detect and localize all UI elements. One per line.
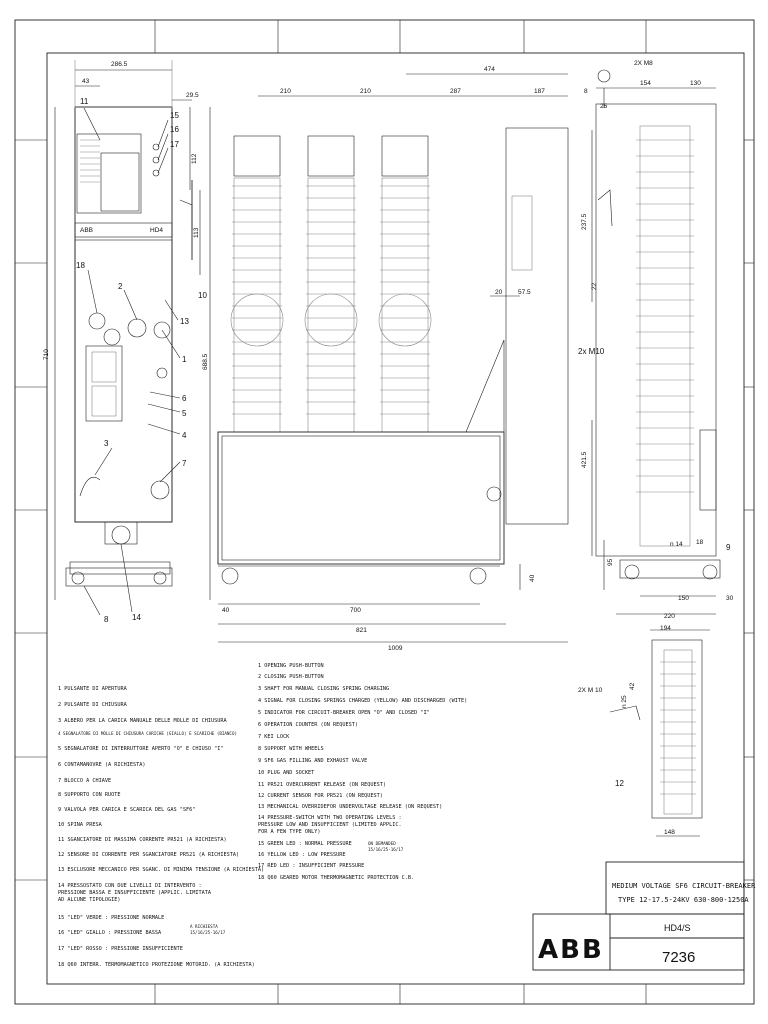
legend-it-5: 5 SEGNALATORE DI INTERRUTTORE APERTO "O" E CHIUSO "I": [58, 746, 224, 752]
legend-en-17: 17 RED LED : INSUFFICIENT PRESSURE: [258, 863, 365, 869]
legend-en-5: 5 INDICATOR FOR CIRCUIT-BREAKER OPEN "O" AND CLOSED "I": [258, 710, 430, 716]
legend-en-14: 14 PRESSURE-SWITCH WITH TWO OPERATING LEVELS :: [258, 815, 402, 821]
legend-it-1: 1 PULSANTE DI APERTURA: [58, 686, 127, 692]
legend-en-15: 15 GREEN LED : NORMAL PRESSURE: [258, 841, 352, 847]
dim-rv-421: 421.5: [581, 451, 588, 468]
legend-en-8: 8 SUPPORT WITH WHEELS: [258, 746, 324, 752]
callout-3: 3: [104, 439, 109, 448]
title-line-1: MEDIUM VOLTAGE SF6 CIRCUIT-BREAKER: [612, 882, 756, 890]
legend-it-16: 16 "LED" GIALLO : PRESSIONE BASSA: [58, 930, 162, 936]
callout-16: 16: [170, 125, 179, 134]
dim-sm-42: 42: [629, 682, 636, 690]
callout-10: 10: [198, 291, 207, 300]
drawing-number: 7236: [662, 949, 696, 966]
dim-front-h3: 688.5: [202, 353, 209, 370]
legend-en-4: 4 SIGNAL FOR CLOSING SPRINGS CHARGED (YELLOW) AND DISCHARGED (WITE): [258, 698, 468, 704]
legend-en-14b: PRESSURE LOW AND INSUFFICIENT (LIMITED APPLIC.: [258, 822, 402, 828]
dim-rv-22: 22: [591, 282, 598, 290]
legend-en-9: 9 SF6 GAS FILLING AND EXHAUST VALVE: [258, 758, 368, 764]
dim-rv-18: 18: [696, 539, 704, 546]
legend-it-14c: AD ALCUNE TIPOLOGIE): [58, 897, 121, 903]
dim-side-40a: 40: [222, 607, 230, 614]
title-block: [533, 862, 756, 970]
dim-rv-14: n 14: [670, 541, 683, 548]
dim-rv-150: 150: [678, 595, 689, 602]
legend-en-3: 3 SHAFT FOR MANUAL CLOSING SPRING CHARGING: [258, 686, 390, 692]
small-view: [578, 640, 702, 836]
legend-it-11: 11 SGANCIATORE DI MASSIMA CORRENTE PR521 (A RICHIESTA): [58, 837, 227, 843]
callout-15: 15: [170, 111, 179, 120]
callout-17: 17: [170, 140, 179, 149]
dim-sm-25: n 25: [621, 695, 628, 708]
legend-italian: [58, 686, 264, 968]
dim-rv-220: 220: [664, 613, 675, 620]
dim-rv-154: 154: [640, 80, 651, 87]
callout-6: 6: [182, 394, 187, 403]
dim-rv-2xm10: 2x M10: [578, 347, 605, 356]
front-hd4-label: HD4: [150, 227, 164, 234]
callout-13: 13: [180, 317, 189, 326]
legend-en-12: 12 CURRENT SENSOR FOR PR521 (ON REQUEST): [258, 793, 383, 799]
callout-11: 11: [80, 97, 89, 106]
dim-side-57: 57.5: [518, 289, 531, 296]
dim-front-h1: 112: [191, 153, 198, 164]
dim-side-1009: 1009: [388, 645, 403, 652]
legend-en-11: 11 PR521 OVERCURRENT RELEASE (ON REQUEST): [258, 782, 387, 788]
dim-rv-95: 95: [607, 558, 614, 566]
legend-it-note-1: A RICHIESTA: [190, 924, 218, 929]
dim-rv-2xm8: 2X M8: [634, 60, 653, 67]
model-number: HD4/S: [664, 923, 691, 933]
relay-grille: [80, 140, 100, 182]
dim-side-c: 8: [584, 88, 588, 95]
legend-it-13: 13 ESCLUSORE MECCANICO PER SGANC. DI MINIMA TENSIONE (A RICHIESTA): [58, 867, 265, 873]
legend-en-13: 13 MECHANICAL OVERRIDEFOR UNDERVOLTAGE RELEASE (ON REQUEST): [258, 804, 443, 810]
dim-rv-26: 26: [600, 103, 608, 110]
legend-en-2: 2 CLOSING PUSH-BUTTON: [258, 674, 324, 680]
legend-it-8: 8 SUPPORTO CON RUOTE: [58, 792, 121, 798]
legend-it-14: 14 PRESSOSTATO CON DUE LIVELLI DI INTERVENTO :: [58, 883, 202, 889]
legend-it-18: 18 Q60 INTERR. TERMOMAGNETICO PROTEZIONE MOTORID. (A RICHIESTA): [58, 962, 255, 968]
callout-4: 4: [182, 431, 187, 440]
dim-front-right: 29.5: [186, 92, 199, 99]
callout-8: 8: [104, 615, 109, 624]
callout-7: 7: [182, 459, 187, 468]
legend-it-note-2: 15/16/25-16/17: [190, 930, 226, 935]
pole-2: [305, 136, 357, 432]
legend-it-6: 6 CONTAMANOVRE (A RICHIESTA): [58, 762, 146, 768]
right-view: [578, 60, 734, 632]
abb-logo: ABB: [538, 935, 604, 965]
dim-front-left: 43: [82, 78, 90, 85]
dim-side-a: 287: [450, 88, 461, 95]
dim-pole-pitch-2: 210: [360, 88, 371, 95]
legend-english: [258, 663, 467, 881]
dim-front-h2: 113: [193, 227, 200, 238]
legend-it-17: 17 "LED" ROSSO : PRESSIONE INSUFFICIENTE: [58, 946, 183, 952]
legend-en-14c: FOR A FEW TYPE ONLY): [258, 829, 321, 835]
legend-en-1: 1 OPENING PUSH-BUTTON: [258, 663, 324, 669]
legend-en-10: 10 PLUG AND SOCKET: [258, 770, 315, 776]
legend-en-note-2: 15/16/25-16/17: [368, 847, 404, 852]
dim-rv-30: 30: [726, 595, 734, 602]
callout-5: 5: [182, 409, 187, 418]
front-abb-label: ABB: [80, 227, 94, 234]
title-line-2: TYPE 12-17.5-24KV 630-800-1250A: [618, 896, 749, 904]
callout-14: 14: [132, 613, 141, 622]
legend-it-12: 12 SENSORE DI CORRENTE PER SGANCIATORE PR521 (A RICHIESTA): [58, 852, 240, 858]
dim-rv-194: 194: [660, 625, 671, 632]
legend-en-7: 7 KEI LOCK: [258, 734, 290, 740]
legend-it-7: 7 BLOCCO A CHIAVE: [58, 778, 112, 784]
pole-1: [231, 136, 283, 432]
dim-rv-130: 130: [690, 80, 701, 87]
dim-front-width: 286.5: [111, 61, 128, 68]
dim-sm-12: 12: [615, 779, 624, 788]
legend-en-18: 18 Q60 GEARED MOTOR THERMOMAGNETIC PROTECTION C.B.: [258, 875, 415, 881]
legend-it-10: 10 SPINA PRESA: [58, 822, 102, 828]
dim-front-total-height: 710: [43, 349, 50, 360]
dim-side-b: 187: [534, 88, 545, 95]
legend-it-9: 9 VALVOLA PER CARICA E SCARICA DEL GAS "SF6": [58, 807, 196, 813]
dim-rv-9: 9: [726, 543, 731, 552]
front-dimensions: [43, 60, 210, 600]
callout-2: 2: [118, 282, 123, 291]
dim-side-total: 474: [484, 66, 495, 73]
legend-en-note-1: ON DEMANDED: [368, 841, 396, 846]
legend-it-4: 4 SEGNALATORE DI MOLLE DI CHIUSURA CARICHE (GIALLO) E SCARICHE (BIANCO): [58, 731, 237, 736]
legend-it-14b: PRESSIONE BASSA E INSUFFICIENTE (APPLIC. LIMITATA: [58, 890, 212, 896]
dim-sm-2xm10: 2X M 10: [578, 687, 603, 694]
callout-18: 18: [76, 261, 85, 270]
pole-3: [379, 136, 431, 432]
legend-it-15: 15 "LED" VERDE : PRESSIONE NORMALE: [58, 915, 165, 921]
dim-side-40b: 40: [529, 574, 536, 582]
callout-1: 1: [182, 355, 187, 364]
dim-sm-148: 148: [664, 829, 675, 836]
dim-rv-237: 237.5: [581, 213, 588, 230]
dim-side-700: 700: [350, 607, 361, 614]
dim-side-20: 20: [495, 289, 503, 296]
legend-it-2: 2 PULSANTE DI CHIUSURA: [58, 702, 127, 708]
dim-pole-pitch-1: 210: [280, 88, 291, 95]
legend-en-16: 16 YELLOW LED : LOW PRESSURE: [258, 852, 346, 858]
side-view: [218, 128, 568, 584]
front-view: [66, 107, 192, 586]
dim-side-821: 821: [356, 627, 367, 634]
legend-it-3: 3 ALBERO PER LA CARICA MANUALE DELLE MOLLE DI CHIUSURA: [58, 718, 227, 724]
legend-en-6: 6 OPERATION COUNTER (ON REQUEST): [258, 722, 358, 728]
